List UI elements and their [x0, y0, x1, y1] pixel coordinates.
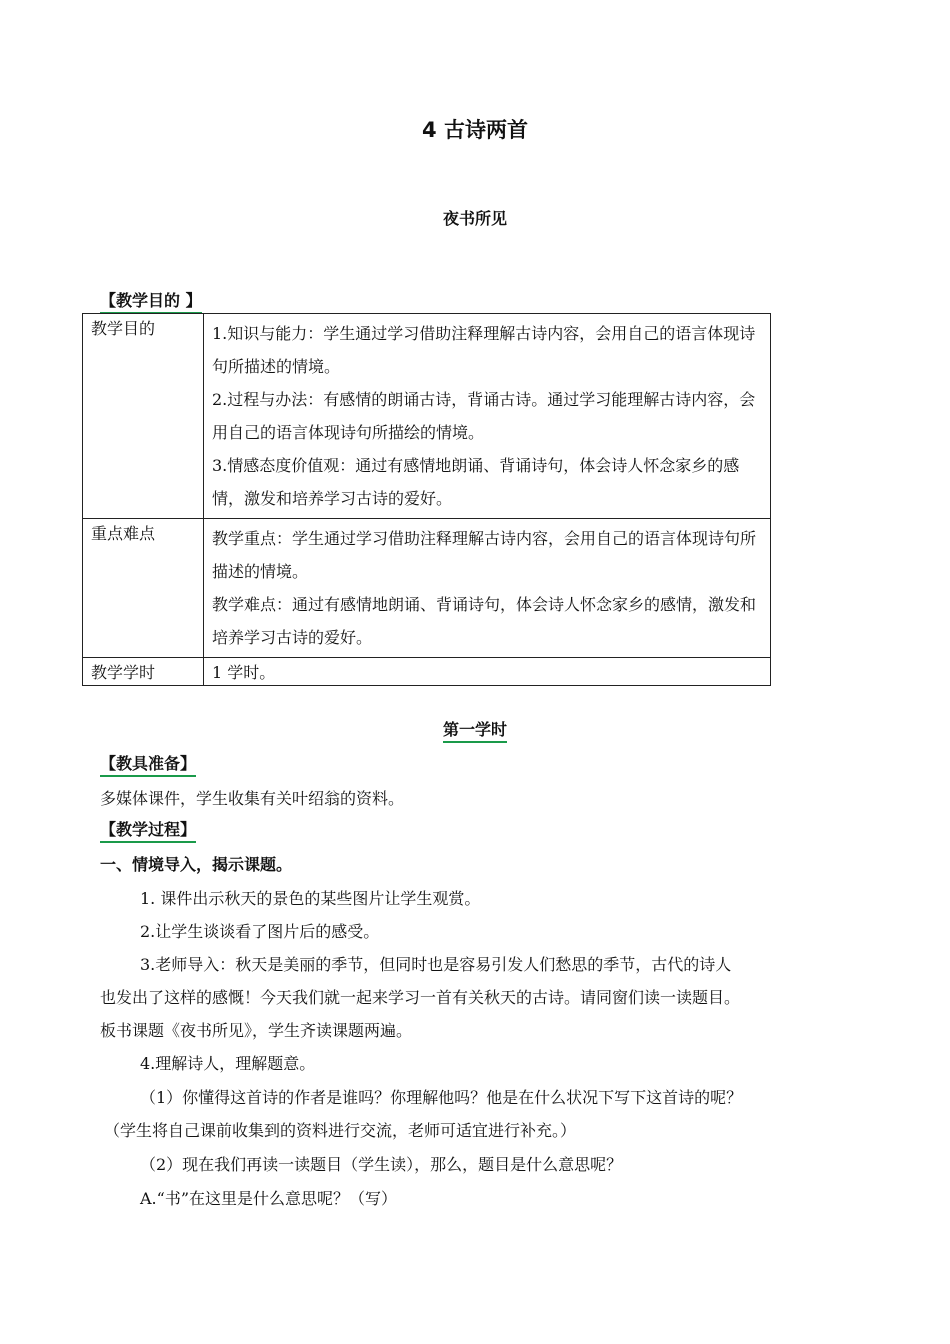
body-line: 板书课题《夜书所见》，学生齐读课题两遍。 [100, 1021, 413, 1040]
row-content [204, 314, 771, 519]
body-line: 4.理解诗人，理解题意。 [140, 1054, 316, 1073]
page-title: 4 古诗两首 [422, 118, 528, 142]
body-line: （1）你懂得这首诗的作者是谁吗？你理解他吗？他是在什么状况下写下这首诗的呢？ [140, 1088, 743, 1107]
objectives-table [82, 313, 771, 686]
row-content [204, 658, 771, 686]
process-label: 【教学过程】 [100, 817, 196, 843]
tools-label: 【教具准备】 [100, 751, 196, 777]
table-row [83, 519, 771, 658]
row-header: 教学目的 [83, 314, 204, 519]
objectives-label-wrap [100, 288, 202, 314]
body-line: A.“书”在这里是什么意思呢？（写） [140, 1189, 398, 1208]
row-content [204, 519, 771, 658]
body-line: 3.老师导入：秋天是美丽的季节，但同时也是容易引发人们愁思的季节，古代的诗人 [140, 955, 732, 974]
body-line: （2）现在我们再读一读题目（学生读），那么，题目是什么意思呢？ [140, 1155, 623, 1174]
row-header: 重点难点 [83, 519, 204, 658]
body-line: 1. 课件出示秋天的景色的某些图片让学生观赏。 [140, 889, 481, 908]
tools-text: 多媒体课件，学生收集有关叶绍翁的资料。 [100, 789, 405, 808]
row-header: 教学学时 [83, 658, 204, 686]
lesson-heading: 第一学时 [443, 717, 507, 743]
paragraph: 教学难点：通过有感情地朗诵、背诵诗句，体会诗人怀念家乡的感情，激发和培养学习古诗的爱好。 [212, 595, 757, 647]
paragraph: 3.情感态度价值观：通过有感情地朗诵、背诵诗句，体会诗人怀念家乡的感情，激发和培养学习古诗的爱好。 [212, 456, 740, 508]
body-line: 也发出了这样的感慨！今天我们就一起来学习一首有关秋天的古诗。请同窗们读一读题目。 [100, 988, 741, 1007]
lesson-heading-wrap [0, 717, 950, 743]
tools-label-wrap [100, 751, 196, 777]
paragraph: 1 学时。 [212, 663, 276, 682]
paragraph: 2.过程与办法：有感情的朗诵古诗，背诵古诗。通过学习能理解古诗内容，会用自己的语言体现诗句所描绘的情境。 [212, 390, 756, 442]
body-line: （学生将自己课前收集到的资料进行交流，老师可适宜进行补充。） [104, 1121, 577, 1140]
paragraph: 1.知识与能力：学生通过学习借助注释理解古诗内容，会用自己的语言体现诗句所描述的情境。 [212, 324, 756, 376]
paragraph: 教学重点：学生通过学习借助注释理解古诗内容，会用自己的语言体现诗句所描述的情境。 [212, 529, 757, 581]
objectives-label: 【教学目的 】 [100, 288, 202, 314]
section-heading: 一、情境导入，揭示课题。 [100, 855, 293, 874]
poem-subtitle: 夜书所见 [442, 209, 507, 228]
process-label-wrap [100, 817, 196, 843]
table-row [83, 314, 771, 519]
table-row [83, 658, 771, 686]
body-line: 2.让学生谈谈看了图片后的感受。 [140, 922, 380, 941]
